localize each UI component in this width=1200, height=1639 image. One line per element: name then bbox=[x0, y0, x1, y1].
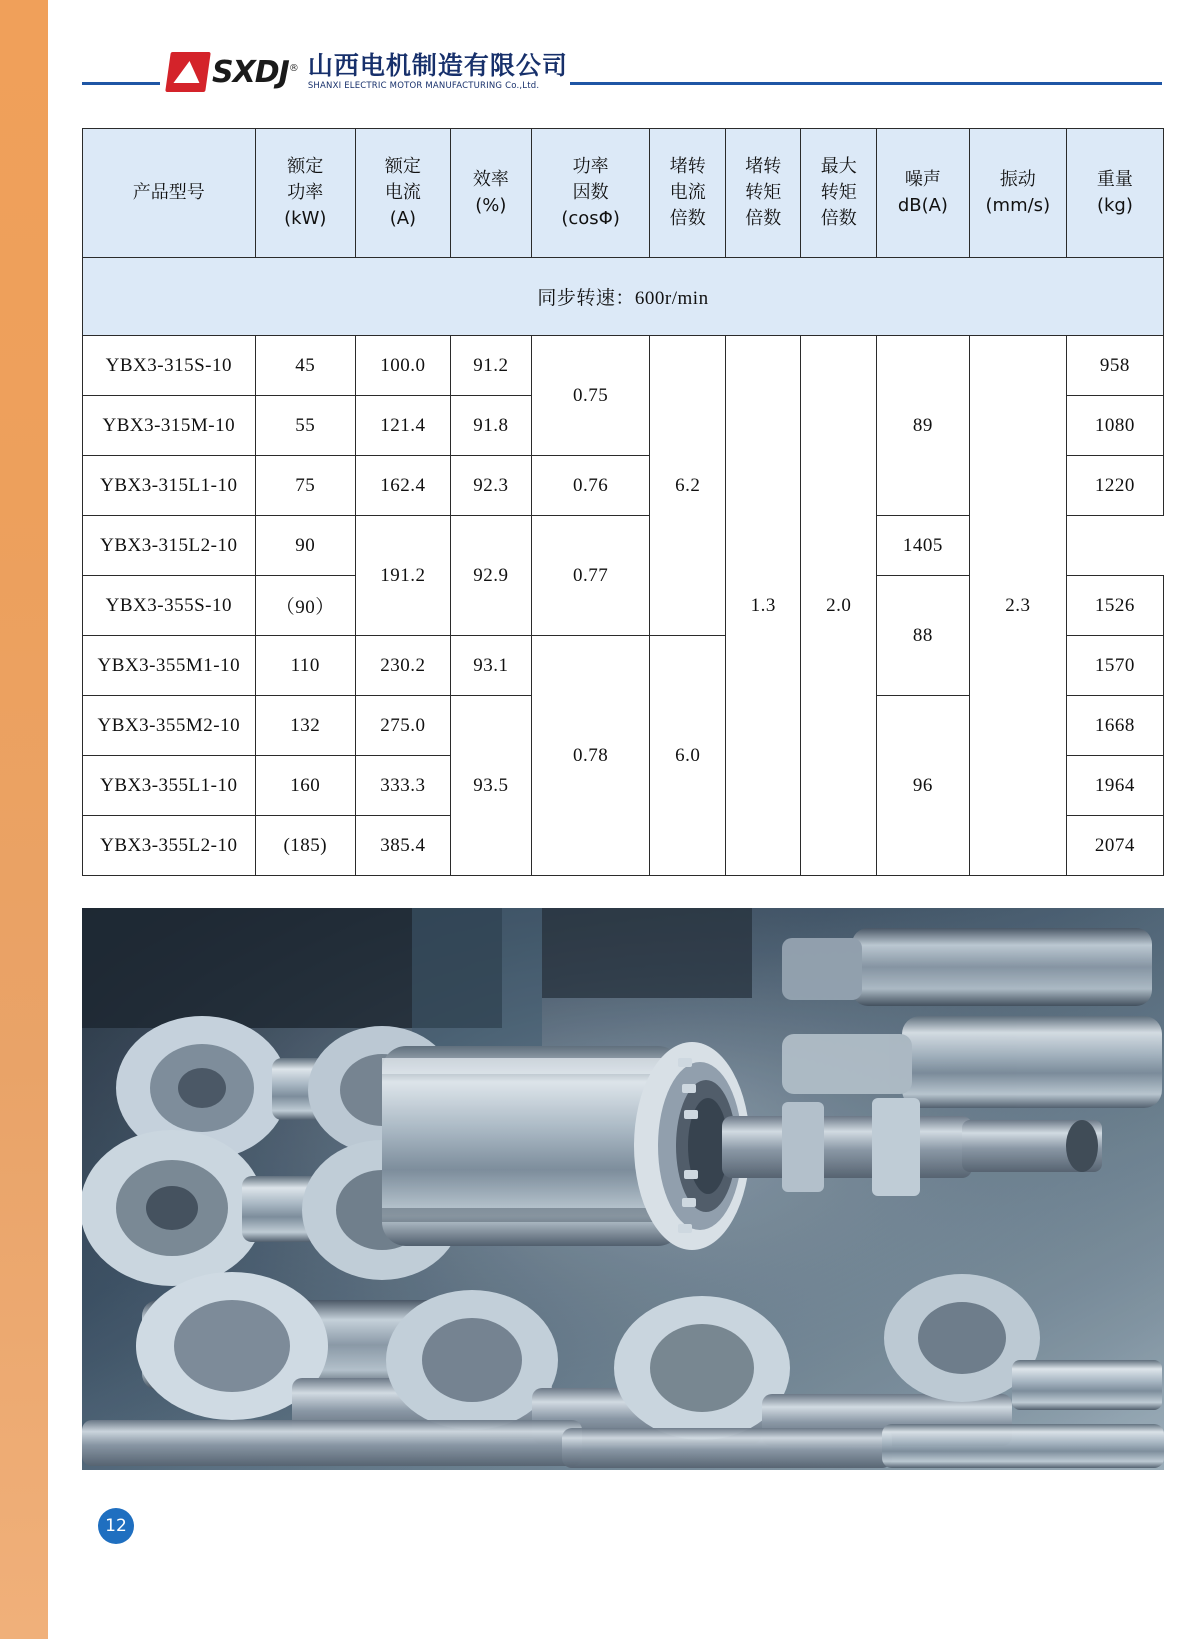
cell-power-factor-group-1: 0.75 bbox=[531, 336, 650, 456]
cell-model: YBX3-315M-10 bbox=[83, 396, 256, 456]
cell-weight: 1964 bbox=[1066, 756, 1163, 816]
cell-efficiency-group: 92.9 bbox=[450, 516, 531, 636]
cell-current: 230.2 bbox=[355, 636, 450, 696]
cell-noise-group-3: 96 bbox=[877, 696, 970, 876]
motor-spec-table bbox=[82, 128, 1164, 876]
company-name-cn: 山西电机制造有限公司 bbox=[307, 50, 568, 80]
col-header-noise: 噪声 dB(A) bbox=[877, 129, 970, 258]
cell-weight: 2074 bbox=[1066, 816, 1163, 876]
page-number-badge: 12 bbox=[98, 1508, 134, 1544]
col-header-weight: 重量 (kg) bbox=[1066, 129, 1163, 258]
cell-power: 110 bbox=[255, 636, 355, 696]
cell-efficiency: 93.1 bbox=[450, 636, 531, 696]
cell-weight: 1668 bbox=[1066, 696, 1163, 756]
cell-weight: 1220 bbox=[1066, 456, 1163, 516]
cell-noise-group-1: 89 bbox=[877, 336, 970, 516]
cell-power-factor-group-2: 0.76 bbox=[531, 456, 650, 516]
cell-current: 121.4 bbox=[355, 396, 450, 456]
page-sheet bbox=[48, 0, 1200, 1639]
cell-power-factor-group-3: 0.77 bbox=[531, 516, 650, 636]
cell-power: （90） bbox=[255, 576, 355, 636]
cell-efficiency-group-2: 93.5 bbox=[450, 696, 531, 876]
cell-locked-current-group-2: 6.0 bbox=[650, 636, 726, 876]
cell-model: YBX3-355M2-10 bbox=[83, 696, 256, 756]
sync-speed-label: 同步转速：600r/min bbox=[83, 258, 1164, 336]
cell-power: 160 bbox=[255, 756, 355, 816]
cell-power: (185) bbox=[255, 816, 355, 876]
logo-wordmark-text: SXDJ bbox=[212, 54, 289, 90]
cell-power: 75 bbox=[255, 456, 355, 516]
cell-power-factor-group-4: 0.78 bbox=[531, 636, 650, 876]
col-header-power-factor: 功率 因数 (cosΦ) bbox=[531, 129, 650, 258]
cell-current-group: 191.2 bbox=[355, 516, 450, 636]
col-header-model: 产品型号 bbox=[83, 129, 256, 258]
col-header-rated-power: 额定 功率 (kW) bbox=[255, 129, 355, 258]
sync-speed-row bbox=[83, 258, 1164, 336]
company-name-block bbox=[307, 50, 568, 92]
cell-current: 162.4 bbox=[355, 456, 450, 516]
cell-efficiency: 91.2 bbox=[450, 336, 531, 396]
cell-power: 55 bbox=[255, 396, 355, 456]
cell-weight: 1080 bbox=[1066, 396, 1163, 456]
cell-efficiency: 92.3 bbox=[450, 456, 531, 516]
table-row bbox=[83, 336, 1164, 396]
col-header-locked-rotor-current: 堵转 电流 倍数 bbox=[650, 129, 726, 258]
cell-current: 385.4 bbox=[355, 816, 450, 876]
col-header-locked-rotor-torque: 堵转 转矩 倍数 bbox=[725, 129, 801, 258]
logo-triangle-icon bbox=[165, 52, 211, 92]
company-name-en: SHANXI ELECTRIC MOTOR MANUFACTURING Co.,Ltd. bbox=[307, 81, 540, 92]
cell-model: YBX3-355L1-10 bbox=[83, 756, 256, 816]
cell-max-torque: 2.0 bbox=[801, 336, 877, 876]
cell-weight: 1526 bbox=[1066, 576, 1163, 636]
motor-rotor-production-photo bbox=[82, 908, 1164, 1470]
cell-model: YBX3-355M1-10 bbox=[83, 636, 256, 696]
left-color-band bbox=[0, 0, 48, 1639]
cell-model: YBX3-315L1-10 bbox=[83, 456, 256, 516]
header-rule-left bbox=[82, 82, 160, 85]
cell-efficiency: 91.8 bbox=[450, 396, 531, 456]
spec-table-container bbox=[82, 128, 1164, 876]
col-header-vibration: 振动 (mm/s) bbox=[969, 129, 1066, 258]
cell-weight: 958 bbox=[1066, 336, 1163, 396]
cell-current: 100.0 bbox=[355, 336, 450, 396]
company-logo bbox=[168, 52, 298, 92]
cell-weight: 1570 bbox=[1066, 636, 1163, 696]
cell-current: 275.0 bbox=[355, 696, 450, 756]
cell-power: 132 bbox=[255, 696, 355, 756]
table-header-row bbox=[83, 129, 1164, 258]
cell-power: 45 bbox=[255, 336, 355, 396]
cell-locked-current-group-1: 6.2 bbox=[650, 336, 726, 636]
cell-model: YBX3-355L2-10 bbox=[83, 816, 256, 876]
cell-model: YBX3-355S-10 bbox=[83, 576, 256, 636]
cell-weight: 1405 bbox=[877, 516, 970, 576]
header-branding bbox=[168, 52, 568, 92]
cell-noise-group-2: 88 bbox=[877, 576, 970, 696]
header-rule-right bbox=[570, 82, 1162, 85]
logo-wordmark bbox=[212, 55, 298, 90]
cell-model: YBX3-315S-10 bbox=[83, 336, 256, 396]
cell-current: 333.3 bbox=[355, 756, 450, 816]
cell-vibration: 2.3 bbox=[969, 336, 1066, 876]
col-header-max-torque: 最大 转矩 倍数 bbox=[801, 129, 877, 258]
cell-power: 90 bbox=[255, 516, 355, 576]
cell-locked-torque: 1.3 bbox=[725, 336, 801, 876]
page-header bbox=[82, 52, 1162, 114]
cell-model: YBX3-315L2-10 bbox=[83, 516, 256, 576]
col-header-rated-current: 额定 电流 (A) bbox=[355, 129, 450, 258]
col-header-efficiency: 效率 (%) bbox=[450, 129, 531, 258]
registered-mark: ® bbox=[288, 62, 298, 74]
